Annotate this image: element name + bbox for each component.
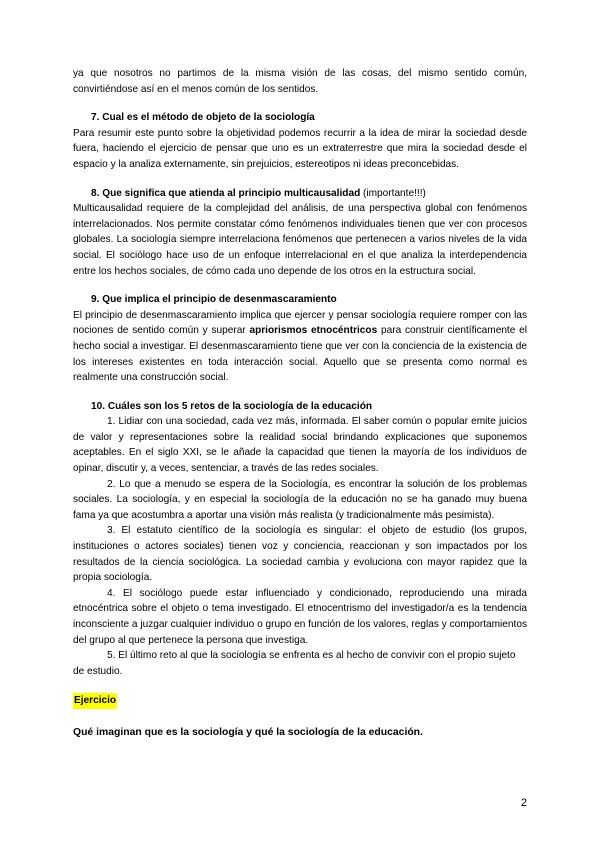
- exercise-label: Ejercicio: [73, 693, 117, 709]
- section-10-heading: 10. Cuáles son los 5 retos de la sociología de la educación: [91, 400, 373, 412]
- section-8-body: Multicausalidad requiere de la complejidad del análisis, de una perspectiva global con fenómenos interrelacionados. Nos permite constatar cómo fenómenos individuales tienen que ver con procesos globales. La sociología siempre interrelaciona fenómenos que pertenecen a varios niveles de la vida social. El sociólogo hace uso de un enfoque interrelacional en el que analiza la interdependencia entre los hechos sociales, de cómo cada uno depende de los otros en la estructura social.: [73, 203, 527, 277]
- page-number: 2: [520, 797, 527, 809]
- section-9-heading: 9. Que implica el principio de desenmascaramiento: [91, 294, 337, 306]
- challenge-1: 1. Lidiar con una sociedad, cada vez más, informada. El saber común o popular emite juicios de valor y representaciones sobre la realidad social brindando explicaciones que suponemos aceptables. En el siglo XXI, se le añade la capacidad que tienen la mayoría de los individuos de opinar, discutir y, a veces, sentenciar, a través de las redes sociales.: [73, 416, 527, 475]
- challenge-4: 4. El sociólogo puede estar influenciado y condicionado, reproduciendo una mirada etnocéntrica sobre el objeto o tema investigado. El etnocentrismo del investigador/a es la tendencia inconsciente a juzgar cualquier individuo o grupo en función de los valores, reglas y comportamientos del grupo al que pertenece la persona que investiga.: [73, 587, 527, 646]
- section-7-heading: 7. Cual es el método de objeto de la sociología: [91, 112, 315, 124]
- exercise-question: Qué imaginan que es la sociología y qué la sociología de la educación.: [73, 726, 423, 738]
- challenge-3: 3. El estatuto científico de la sociología es singular: el objeto de estudio (los grupos, instituciones o actores sociales) tienen voz y conciencia, reaccionan y son impactados por los resultados de la ciencia sociológica. La sociedad cambia y evoluciona con mayor rapidez que la propia sociología.: [73, 525, 527, 584]
- challenge-2: 2. Lo que a menudo se espera de la Sociología, es encontrar la solución de los problemas sociales. La sociología, y en especial la sociología de la educación no se ha ganado muy buena fama ya que acostumbra a aportar una visión más realista (y tradicionalmente más pesimista).: [73, 478, 527, 521]
- document-page: [73, 66, 527, 741]
- intro-paragraph: ya que nosotros no partimos de la misma visión de las cosas, del mismo sentido común, convirtiéndose así en el menos común de los sentidos.: [73, 68, 527, 95]
- section-8-note: (importante!!!): [360, 187, 426, 199]
- section-9-body-b: para construir científicamente el hecho social a investigar. El desenmascaramiento tiene que ver con la conciencia de la existencia de los intereses existentes en toda interacción social. Aquello que se presenta como normal es realmente una construcción social.: [73, 325, 527, 384]
- section-9-body-a: El principio de desenmascaramiento implica que ejercer y pensar sociología requiere romper con las nociones de sentido común y superar: [73, 309, 527, 337]
- section-9-body-bold: apriorismos etnocéntricos: [249, 325, 378, 337]
- section-8-title: 8. Que significa que atienda al principio multicausalidad: [91, 187, 361, 199]
- section-9-body: [73, 308, 527, 386]
- section-8-heading: [91, 186, 527, 202]
- challenge-5: 5. El último reto al que la sociología se enfrenta es al hecho de convivir con el propio sujeto de estudio.: [73, 650, 516, 677]
- section-7-body: Para resumir este punto sobre la objetividad podemos recurrir a la idea de mirar la sociedad desde fuera, haciendo el ejercicio de pensar que uno es un extraterrestre que mira la sociedad desde el espacio y la analiza externamente, sin prejuicios, estereotipos ni ideas preconcebidas.: [73, 127, 527, 170]
